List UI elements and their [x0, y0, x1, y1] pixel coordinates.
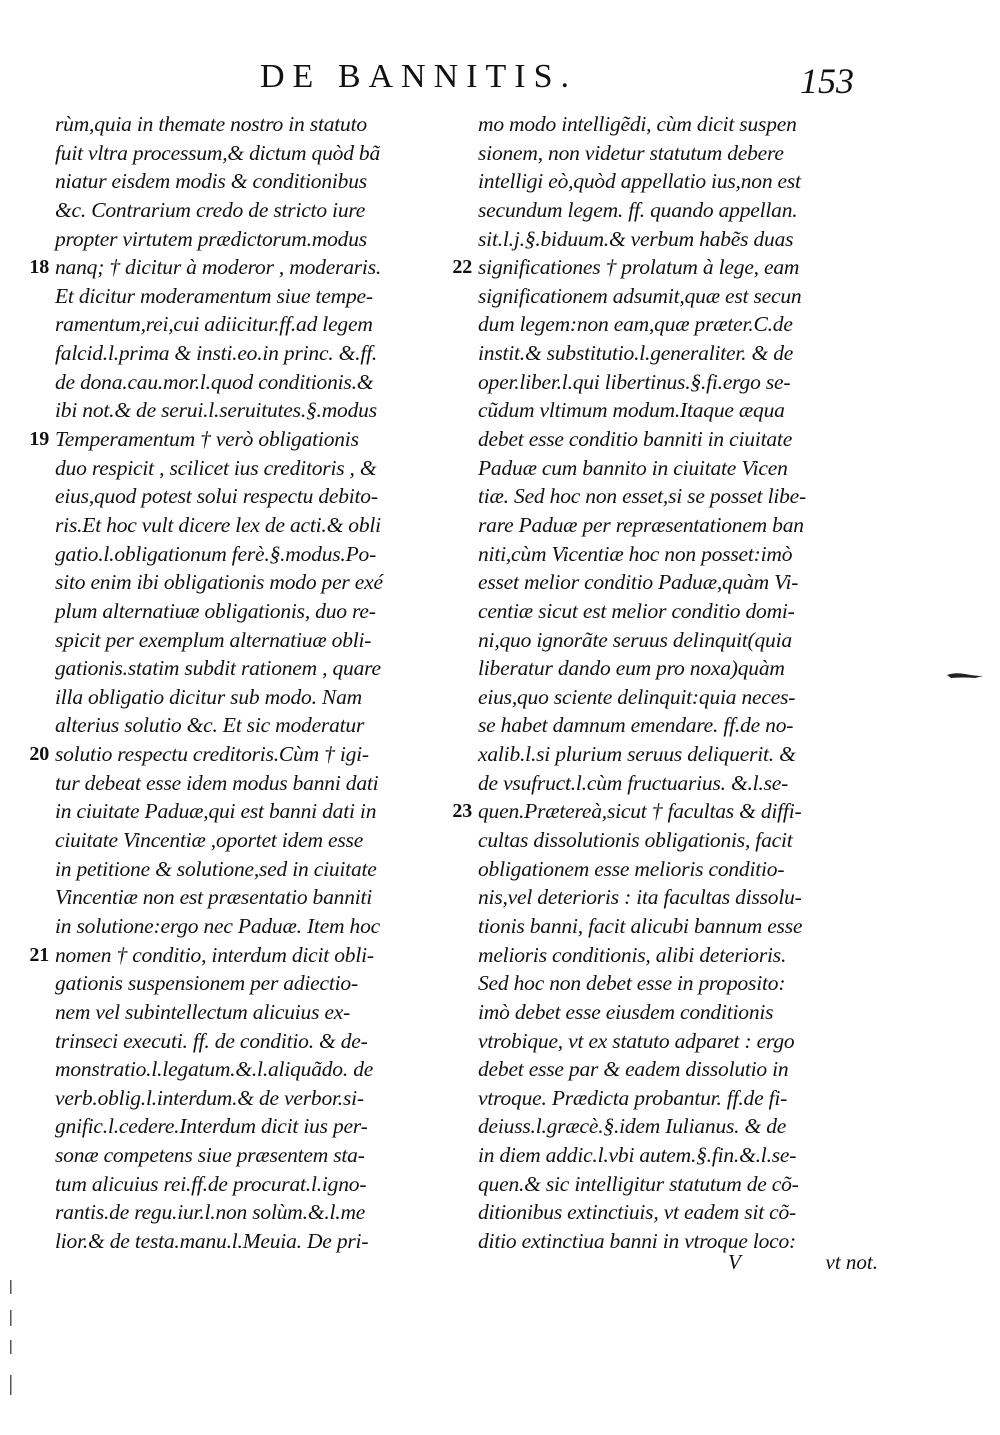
text-line	[55, 683, 455, 712]
line-text: Sed hoc non debet esse in proposito:	[478, 971, 786, 996]
text-line	[55, 110, 455, 139]
text-line	[478, 540, 878, 569]
left-column	[29, 110, 455, 1256]
line-text: nem vel subintellectum alicuius ex-	[55, 999, 351, 1024]
text-line	[55, 826, 455, 855]
line-text: debet esse par & eadem dissolutio in	[478, 1057, 789, 1082]
line-text: ditio extinctiua banni in vtroque loco:	[478, 1228, 797, 1253]
text-line	[55, 654, 455, 683]
line-text: rùm,quia in themate nostro in statuto	[55, 112, 367, 136]
text-line	[478, 196, 878, 225]
line-text: in ciuitate Paduæ,qui est banni dati in	[55, 799, 377, 824]
line-text: esset melior conditio Paduæ,quàm Vi-	[478, 570, 799, 595]
line-text: tum alicuius rei.ff.de procurat.l.igno-	[55, 1171, 367, 1196]
line-text: ciuitate Vincentiæ ,oportet idem esse	[55, 828, 364, 853]
text-line	[478, 482, 878, 511]
text-line	[55, 855, 455, 884]
marginal-number: 22	[452, 256, 472, 279]
text-line	[478, 425, 878, 454]
signature-mark: V	[728, 1250, 741, 1274]
line-text: rare Paduæ per repræsentationem ban	[478, 512, 804, 537]
line-text: fuit vltra processum,& dictum quòd bã	[55, 140, 381, 165]
text-line	[55, 167, 455, 196]
text-line	[478, 855, 878, 884]
line-text: in diem addic.l.vbi autem.§.fin.&.l.se-	[478, 1143, 797, 1168]
line-text: niti,cùm Vicentiæ hoc non posset:imò	[478, 541, 793, 566]
text-line	[478, 912, 878, 941]
text-line	[478, 139, 878, 168]
line-text: tiæ. Sed hoc non esset,si se posset libe-	[478, 484, 806, 509]
text-line	[55, 511, 455, 540]
line-text: Et dicitur moderamentum siue tempe-	[55, 283, 373, 308]
text-line	[55, 883, 455, 912]
text-line	[29, 425, 455, 454]
line-text: duo respicit , scilicet ius creditoris , &	[55, 455, 377, 480]
text-line	[29, 740, 455, 769]
text-line	[55, 769, 455, 798]
line-text: gatio.l.obligationum ferè.§.modus.Po-	[55, 541, 377, 566]
line-text: vtrobique, vt ex statuto adparet : ergo	[478, 1028, 795, 1053]
text-line	[478, 941, 878, 970]
page-edge-marks	[8, 1280, 14, 1430]
line-text: nanq; † dicitur à moderor , moderaris.	[55, 255, 382, 280]
line-text: xalib.l.si plurium seruus deliquerit. &	[478, 742, 796, 767]
ink-blot-mark	[945, 670, 985, 680]
line-text: quen.Prætereà,sicut † facultas & diffi-	[478, 799, 802, 824]
line-text: eius,quod potest solui respectu debito-	[55, 484, 378, 509]
text-line	[55, 1112, 455, 1141]
text-line	[55, 310, 455, 339]
marginal-number: 20	[29, 743, 49, 766]
text-line	[29, 253, 455, 282]
line-text: ibi not.& de serui.l.seruitutes.§.modus	[55, 398, 377, 423]
text-line	[478, 626, 878, 655]
line-text: instit.& substitutio.l.generaliter. & de	[478, 341, 794, 366]
text-line	[55, 454, 455, 483]
text-line	[478, 368, 878, 397]
text-line	[478, 1027, 878, 1056]
text-line	[478, 282, 878, 311]
text-line	[55, 597, 455, 626]
line-text: se habet damnum emendare. ff.de no-	[478, 713, 794, 738]
line-text: trinseci executi. ff. de conditio. & de-	[55, 1028, 368, 1053]
text-line	[55, 1170, 455, 1199]
line-text: centiæ sicut est melior conditio domi-	[478, 598, 795, 623]
line-text: verb.oblig.l.interdum.& de verbor.si-	[55, 1085, 364, 1110]
text-line	[478, 740, 878, 769]
line-text: spicit per exemplum alternatiuæ obli-	[55, 627, 372, 652]
line-text: quen.& sic intelligitur statutum de cõ-	[478, 1171, 799, 1196]
footer-row	[478, 1250, 878, 1280]
text-line	[55, 568, 455, 597]
line-text: gationis suspensionem per adiectio-	[55, 971, 358, 996]
line-text: gnific.l.cedere.Interdum dicit ius per-	[55, 1114, 368, 1139]
text-line	[55, 797, 455, 826]
text-line	[55, 225, 455, 254]
text-line	[478, 654, 878, 683]
text-line	[55, 711, 455, 740]
text-line	[478, 454, 878, 483]
line-text: Vincentiæ non est præsentatio banniti	[55, 885, 373, 910]
text-line	[478, 110, 878, 139]
line-text: dum legem:non eam,quæ præter.C.de	[478, 312, 793, 337]
line-text: cultas dissolutionis obligationis, facit	[478, 828, 793, 853]
line-text: significationem adsumit,quæ est secun	[478, 283, 802, 308]
text-line	[478, 711, 878, 740]
line-text: nomen † conditio, interdum dicit obli-	[55, 942, 374, 967]
text-line	[478, 167, 878, 196]
text-line	[478, 1198, 878, 1227]
text-line	[478, 339, 878, 368]
line-text: in solutione:ergo nec Paduæ. Item hoc	[55, 913, 380, 938]
line-text: oper.liber.l.qui libertinus.§.fi.ergo se-	[478, 369, 791, 394]
text-line	[478, 1170, 878, 1199]
right-column	[452, 110, 878, 1256]
text-line	[55, 368, 455, 397]
line-text: liberatur dando eum pro noxa)quàm	[478, 656, 785, 681]
text-line	[55, 969, 455, 998]
text-line	[478, 310, 878, 339]
line-text: in petitione & solutione,sed in ciuitate	[55, 856, 377, 881]
line-text: lior.& de testa.manu.l.Meuia. De pri-	[55, 1228, 369, 1253]
text-line	[55, 1084, 455, 1113]
text-line	[55, 1141, 455, 1170]
text-line	[478, 1055, 878, 1084]
line-text: &c. Contrarium credo de stricto iure	[55, 197, 366, 222]
line-text: monstratio.l.legatum.&.l.aliquãdo. de	[55, 1057, 374, 1082]
text-line	[55, 998, 455, 1027]
catchword: vt not.	[825, 1250, 878, 1274]
line-text: significationes † prolatum à lege, eam	[478, 255, 800, 280]
text-line	[478, 683, 878, 712]
text-line	[478, 969, 878, 998]
marginal-number: 23	[452, 800, 472, 823]
line-text: tionis banni, facit alicubi bannum esse	[478, 913, 803, 938]
marginal-number: 19	[29, 428, 49, 451]
line-text: eius,quo sciente delinquit:quia neces-	[478, 684, 796, 709]
line-text: Temperamentum † verò obligationis	[55, 427, 359, 452]
line-text: sit.l.j.§.biduum.& verbum habẽs duas	[478, 226, 794, 251]
text-line	[55, 196, 455, 225]
page-number: 153	[800, 61, 854, 101]
line-text: ni,quo ignorãte seruus delinquit(quia	[478, 627, 792, 652]
text-line	[29, 941, 455, 970]
line-text: Paduæ cum bannito in ciuitate Vicen	[478, 455, 788, 480]
text-line	[478, 511, 878, 540]
line-text: sionem, non videtur statutum debere	[478, 140, 784, 165]
text-line	[55, 1198, 455, 1227]
text-line	[478, 396, 878, 425]
text-line	[55, 626, 455, 655]
marginal-number: 18	[29, 256, 49, 279]
text-line	[55, 282, 455, 311]
running-head: DE BANNITIS.	[260, 58, 577, 95]
line-text: plum alternatiuæ obligationis, duo re-	[55, 598, 376, 623]
text-line	[478, 568, 878, 597]
line-text: gationis.statim subdit rationem , quare	[55, 656, 381, 681]
text-line	[55, 396, 455, 425]
text-line	[55, 540, 455, 569]
marginal-number: 21	[29, 943, 49, 966]
text-line	[478, 998, 878, 1027]
line-text: vtroque. Prædicta probantur. ff.de fi-	[478, 1085, 788, 1110]
line-text: alterius solutio &c. Et sic moderatur	[55, 713, 365, 738]
line-text: rantis.de regu.iur.l.non solùm.&.l.me	[55, 1200, 366, 1225]
line-text: obligationem esse melioris conditio-	[478, 856, 785, 881]
text-line	[478, 1112, 878, 1141]
text-line	[55, 1227, 455, 1256]
text-line	[55, 339, 455, 368]
line-text: debet esse conditio banniti in ciuitate	[478, 427, 793, 452]
line-text: intelligi eò,quòd appellatio ius,non est	[478, 169, 801, 194]
line-text: cũdum vltimum modum.Itaque æqua	[478, 398, 785, 423]
line-text: deiuss.l.græcè.§.idem Iulianus. & de	[478, 1114, 787, 1139]
text-line	[478, 225, 878, 254]
line-text: ramentum,rei,cui adiicitur.ff.ad legem	[55, 312, 373, 337]
line-text: mo modo intelligẽdi, cùm dicit suspen	[478, 112, 797, 136]
text-line	[478, 826, 878, 855]
line-text: nis,vel deterioris : ita facultas dissolu-	[478, 885, 802, 910]
line-text: niatur eisdem modis & conditionibus	[55, 169, 367, 194]
text-line	[478, 883, 878, 912]
line-text: propter virtutem prædictorum.modus	[55, 226, 367, 251]
line-text: ris.Et hoc vult dicere lex de acti.& obli	[55, 512, 381, 537]
text-line	[452, 797, 878, 826]
line-text: secundum legem. ff. quando appellan.	[478, 197, 798, 222]
line-text: solutio respectu creditoris.Cùm † igi-	[55, 742, 369, 767]
line-text: de vsufruct.l.cùm fructuarius. &.l.se-	[478, 770, 789, 795]
line-text: de dona.cau.mor.l.quod conditionis.&	[55, 369, 374, 394]
line-text: melioris conditionis, alibi deterioris.	[478, 942, 787, 967]
line-text: imò debet esse eiusdem conditionis	[478, 999, 774, 1024]
text-line	[55, 139, 455, 168]
line-text: illa obligatio dicitur sub modo. Nam	[55, 684, 362, 709]
line-text: ditionibus extinctiuis, vt eadem sit cõ-	[478, 1200, 797, 1225]
line-text: sonæ competens siue præsentem sta-	[55, 1143, 365, 1168]
line-text: sito enim ibi obligationis modo per exé	[55, 570, 383, 595]
text-line	[478, 597, 878, 626]
text-line	[55, 482, 455, 511]
text-line	[55, 912, 455, 941]
line-text: tur debeat esse idem modus banni dati	[55, 770, 379, 795]
text-line	[478, 769, 878, 798]
text-line	[478, 1084, 878, 1113]
line-text: falcid.l.prima & insti.eo.in princ. &.ff.	[55, 341, 378, 366]
text-line	[55, 1027, 455, 1056]
text-line	[478, 1141, 878, 1170]
text-line	[452, 253, 878, 282]
text-line	[55, 1055, 455, 1084]
